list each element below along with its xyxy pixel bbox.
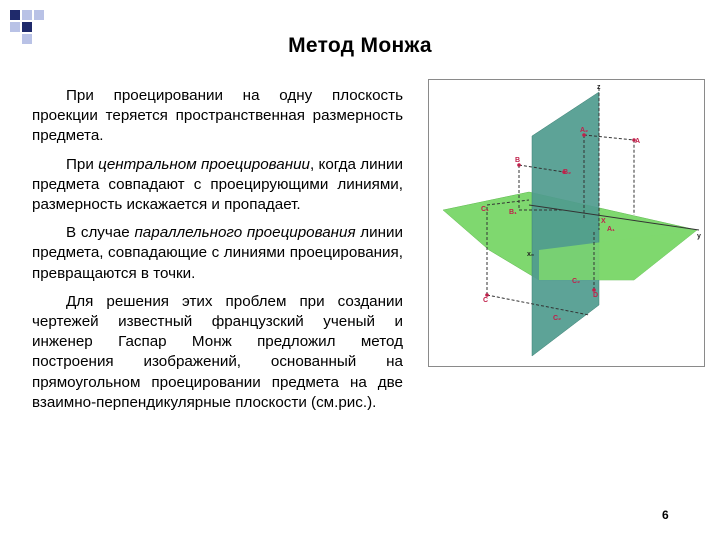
paragraph-2-text-a: При (66, 155, 99, 173)
monge-diagram (429, 80, 704, 366)
paragraph-2-text-b: , когда линии предмета совпадают с проецирующими линиями, размерность искажается и пропадает. (32, 155, 403, 214)
paragraph-3-text-b: линии предмета, совпадающие с линиями проецирования, превращаются в точки. (32, 224, 403, 282)
paragraph-3 (32, 223, 403, 284)
slide-title: Метод Монжа (288, 34, 432, 57)
label-a1: A₁ (607, 226, 615, 233)
label-b: B (515, 157, 521, 164)
label-x0: x₀ (527, 251, 535, 258)
paragraph-4 (32, 292, 403, 413)
label-a: A (635, 138, 641, 145)
label-a2: A₂ (580, 127, 589, 134)
label-c2: C₂ (572, 278, 581, 285)
vertical-plane (532, 92, 599, 356)
label-c: C (483, 297, 489, 304)
label-d: D (593, 292, 599, 299)
paragraph-3-text-a: В случае (66, 224, 135, 242)
monge-figure (428, 79, 705, 367)
label-b2: B₂ (563, 169, 572, 176)
paragraph-2 (32, 155, 403, 216)
paragraph-2-italic: центральном проецировании (98, 155, 310, 173)
page-number: 6 (662, 508, 669, 522)
label-x: X (601, 218, 606, 225)
label-b1: B₁ (509, 209, 517, 216)
label-z: z (597, 84, 601, 91)
paragraph-1-text: При проецировании на одну плоскость проекции теряется пространственная размерность предмета. (32, 87, 403, 145)
paragraph-1 (32, 86, 403, 147)
label-cx: C₂ (553, 315, 562, 322)
paragraph-3-italic: параллельного проецирования (134, 224, 356, 242)
paragraph-4-text: Для решения этих проблем при создании чертежей известный французский ученый и инженер Гаспар Монж предложил метод построения изображений, основанный на прямоугольном проецировании предмета на две взаимно-перпендикулярные плоскости (см.рис.). (32, 292, 403, 411)
label-y: y (697, 233, 701, 240)
label-c1: C₁ (481, 206, 489, 213)
body-text (32, 86, 403, 421)
